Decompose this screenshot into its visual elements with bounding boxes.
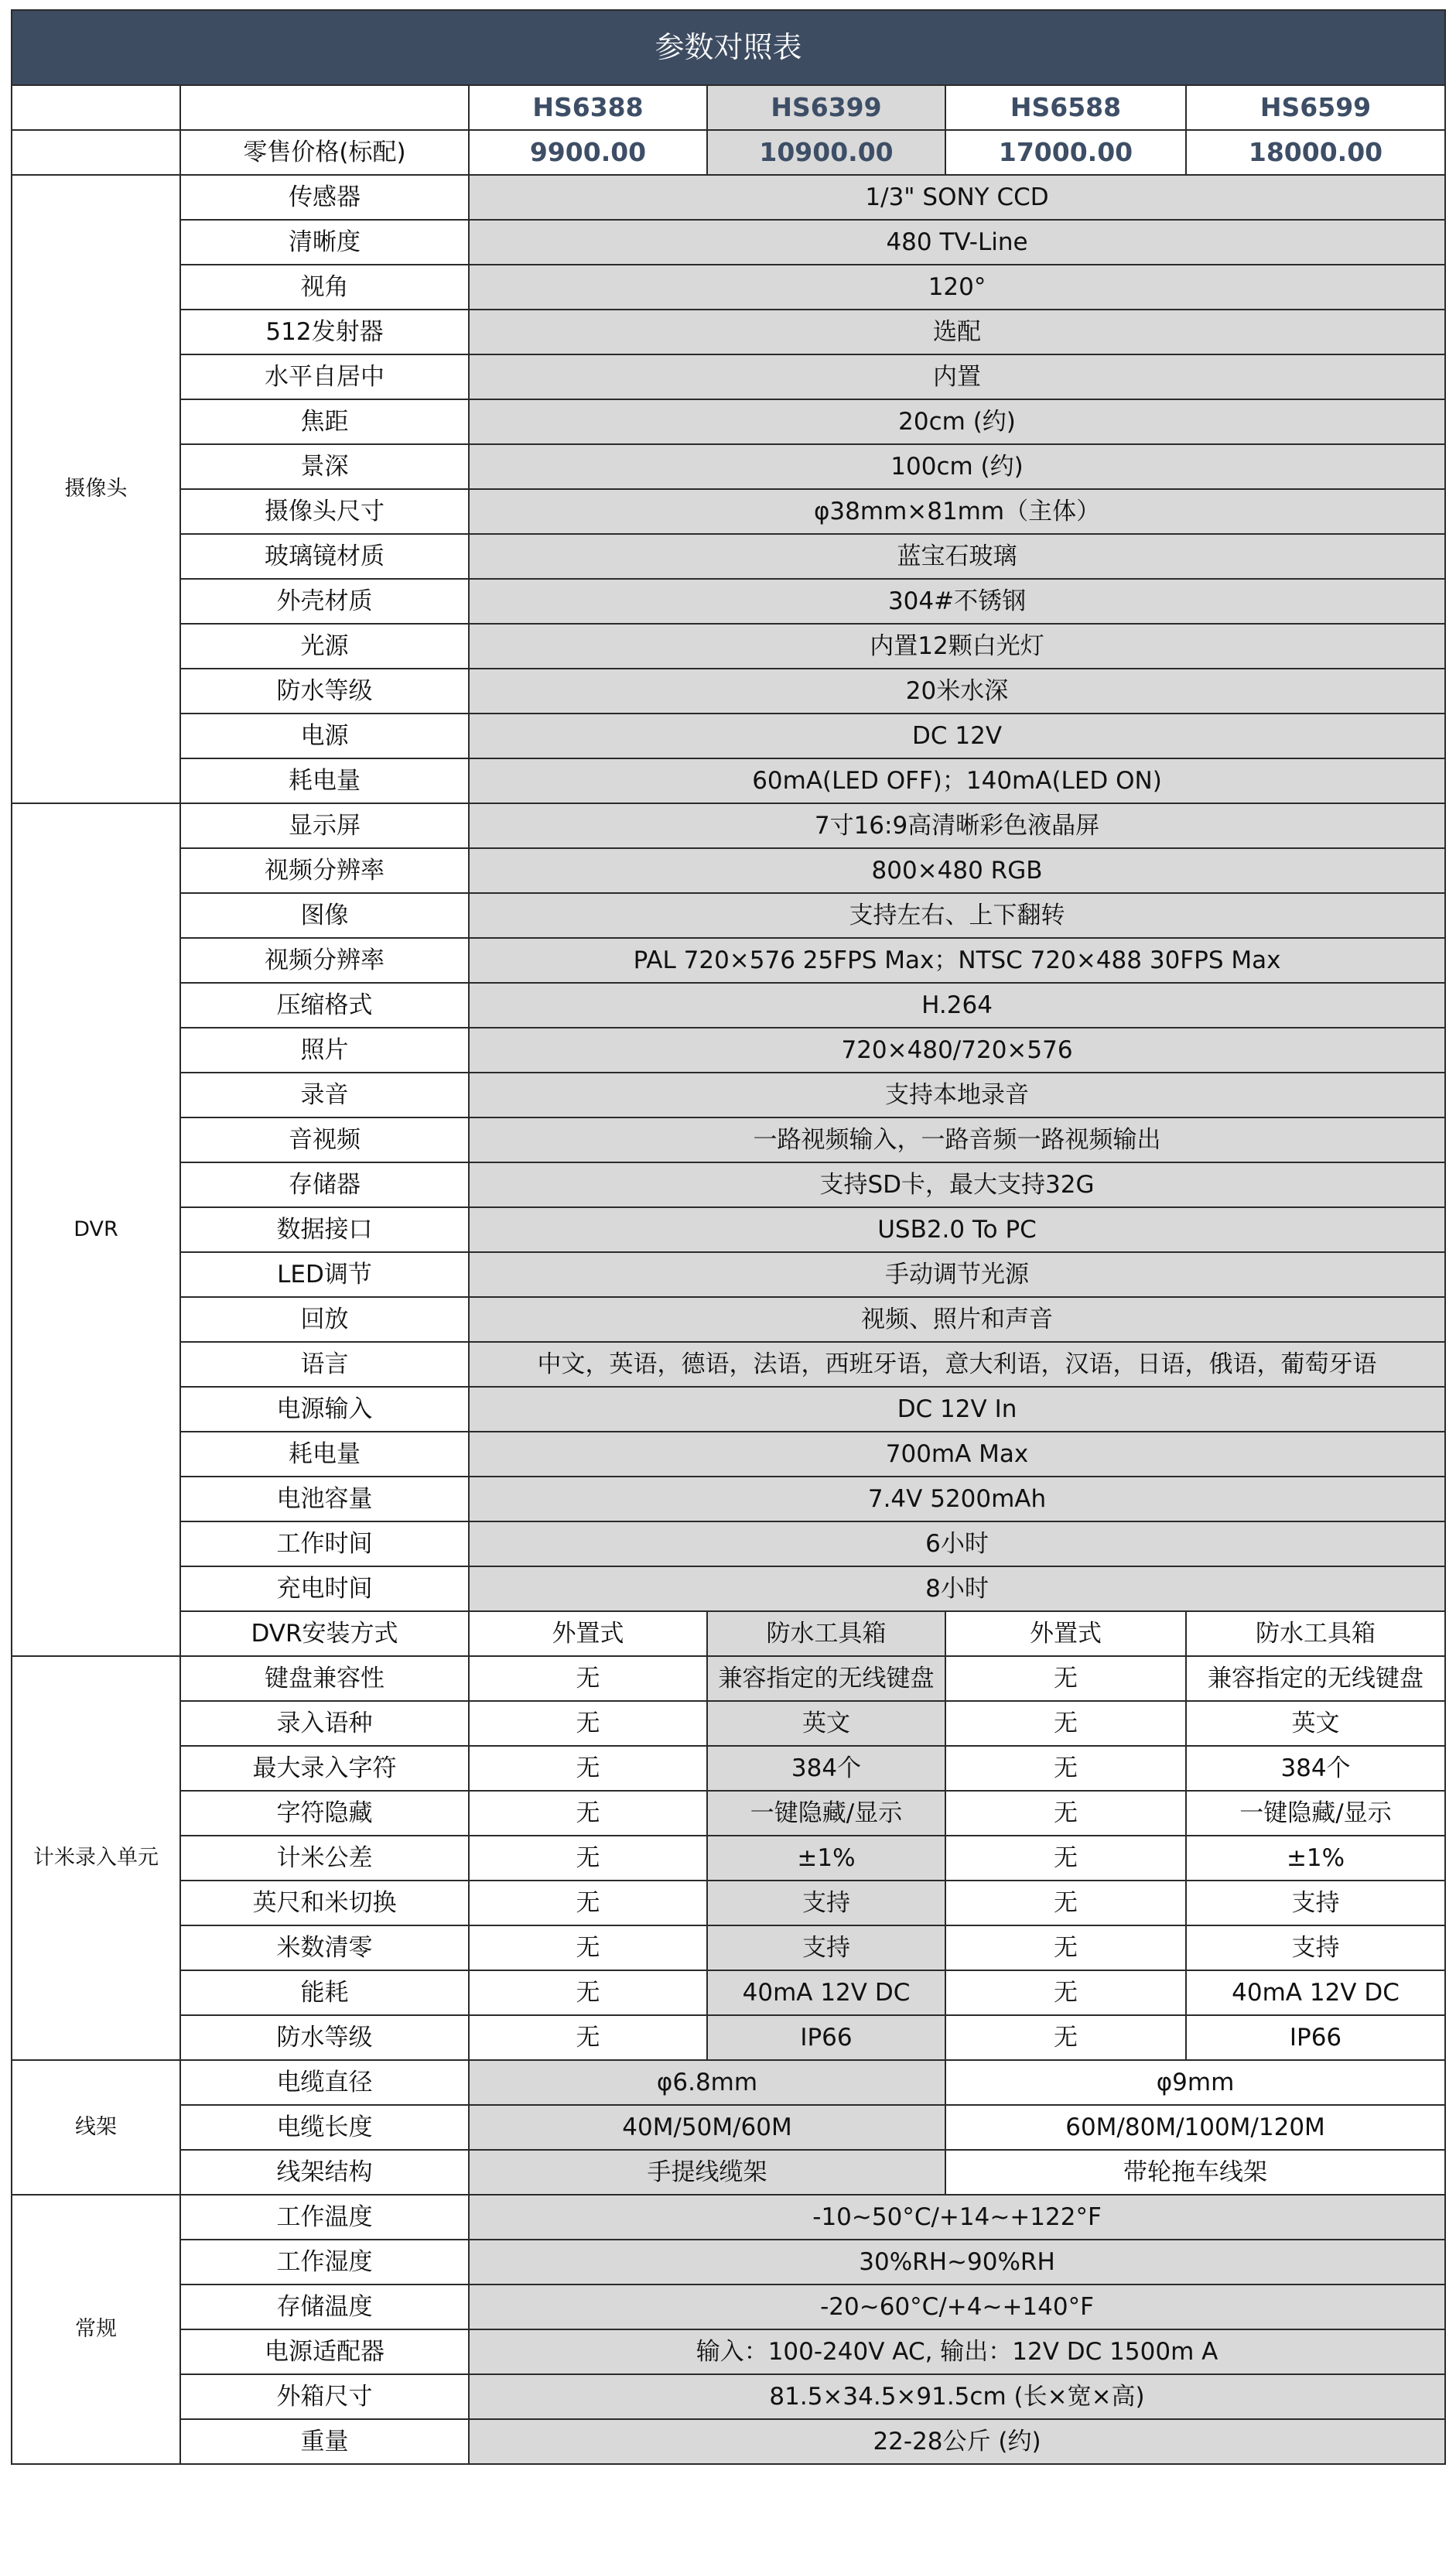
spec-value: USB2.0 To PC (469, 1207, 1445, 1252)
spec-value: IP66 (1186, 2015, 1445, 2060)
group-label: DVR (12, 803, 180, 1656)
row-label: 耗电量 (180, 1432, 469, 1477)
row-label: 外壳材质 (180, 579, 469, 624)
spec-value: 700mA Max (469, 1432, 1445, 1477)
spec-value: 支持左右、上下翻转 (469, 893, 1445, 938)
price-row (12, 130, 1445, 175)
spec-value: 60mA(LED OFF)；140mA(LED ON) (469, 758, 1445, 803)
spec-row (12, 1566, 1445, 1611)
group-label: 线架 (12, 2060, 180, 2195)
spec-value: 无 (945, 1970, 1186, 2015)
spec-row (12, 624, 1445, 669)
row-label: 电缆直径 (180, 2060, 469, 2105)
spec-value: 手动调节光源 (469, 1252, 1445, 1297)
spec-row (12, 1432, 1445, 1477)
spec-row (12, 2329, 1445, 2374)
row-label: 电源 (180, 714, 469, 758)
spec-value: 英文 (1186, 1701, 1445, 1746)
spec-value: 一路视频输入，一路音频一路视频输出 (469, 1117, 1445, 1162)
spec-row (12, 938, 1445, 983)
spec-value: 304#不锈钢 (469, 579, 1445, 624)
row-label: 存储器 (180, 1162, 469, 1207)
spec-row (12, 1073, 1445, 1117)
spec-value: 输入：100-240V AC, 输出：12V DC 1500m A (469, 2329, 1445, 2374)
spec-value: 81.5×34.5×91.5cm (长×宽×高) (469, 2374, 1445, 2419)
row-label: 工作时间 (180, 1521, 469, 1566)
row-label: 米数清零 (180, 1925, 469, 1970)
spec-value: 480 TV-Line (469, 220, 1445, 265)
price-value: 10900.00 (707, 130, 945, 175)
row-label: 水平自居中 (180, 354, 469, 399)
spec-value: 中文，英语，德语，法语，西班牙语，意大利语，汉语，日语，俄语，葡萄牙语 (469, 1342, 1445, 1387)
spec-value: ±1% (1186, 1836, 1445, 1881)
spec-row (12, 2240, 1445, 2284)
group-label: 摄像头 (12, 175, 180, 803)
spec-value: 防水工具箱 (1186, 1611, 1445, 1656)
model-header: HS6588 (945, 85, 1186, 130)
spec-value: 一键隐藏/显示 (707, 1791, 945, 1836)
spec-value: 无 (469, 1970, 707, 2015)
row-label: 光源 (180, 624, 469, 669)
row-label: 存储温度 (180, 2284, 469, 2329)
spec-value: 无 (945, 1791, 1186, 1836)
row-label: 字符隐藏 (180, 1791, 469, 1836)
model-header: HS6388 (469, 85, 707, 130)
spec-value: 无 (945, 1836, 1186, 1881)
row-label: 最大录入字符 (180, 1746, 469, 1791)
spec-row (12, 444, 1445, 489)
price-value: 17000.00 (945, 130, 1186, 175)
row-label: 防水等级 (180, 669, 469, 714)
price-value: 18000.00 (1186, 130, 1445, 175)
row-label: 语言 (180, 1342, 469, 1387)
spec-value: 30%RH~90%RH (469, 2240, 1445, 2284)
spec-row (12, 2105, 1445, 2150)
spec-row (12, 1117, 1445, 1162)
spec-row (12, 399, 1445, 444)
spec-row (12, 1477, 1445, 1521)
spec-row (12, 1387, 1445, 1432)
spec-value: 40mA 12V DC (1186, 1970, 1445, 2015)
spec-value: 无 (945, 2015, 1186, 2060)
row-label: 录入语种 (180, 1701, 469, 1746)
row-label: 耗电量 (180, 758, 469, 803)
spec-value: 100cm (约) (469, 444, 1445, 489)
model-header: HS6599 (1186, 85, 1445, 130)
row-label: 回放 (180, 1297, 469, 1342)
model-header: HS6399 (707, 85, 945, 130)
spec-value: 无 (469, 2015, 707, 2060)
spec-value: 40M/50M/60M (469, 2105, 945, 2150)
spec-row (12, 1028, 1445, 1073)
spec-row (12, 2374, 1445, 2419)
spec-value: 无 (469, 1791, 707, 1836)
spec-row (12, 310, 1445, 354)
spec-row (12, 489, 1445, 534)
spec-value: -10~50°C/+14~+122°F (469, 2195, 1445, 2240)
spec-value: 无 (945, 1656, 1186, 1701)
spec-row (12, 1970, 1445, 2015)
empty-cell (12, 130, 180, 175)
row-label: 充电时间 (180, 1566, 469, 1611)
row-label: 外箱尺寸 (180, 2374, 469, 2419)
spec-value: 无 (469, 1881, 707, 1925)
spec-row (12, 1162, 1445, 1207)
spec-row (12, 1836, 1445, 1881)
row-label: 显示屏 (180, 803, 469, 848)
row-label: 视频分辨率 (180, 938, 469, 983)
spec-value: 支持 (1186, 1925, 1445, 1970)
spec-row (12, 714, 1445, 758)
spec-row (12, 1791, 1445, 1836)
spec-value: 7寸16:9高清晰彩色液晶屏 (469, 803, 1445, 848)
spec-value: 7.4V 5200mAh (469, 1477, 1445, 1521)
spec-value: 内置 (469, 354, 1445, 399)
spec-row (12, 1252, 1445, 1297)
spec-value: 6小时 (469, 1521, 1445, 1566)
row-label: 摄像头尺寸 (180, 489, 469, 534)
spec-value: 选配 (469, 310, 1445, 354)
spec-value: 120° (469, 265, 1445, 310)
spec-value: 无 (945, 1746, 1186, 1791)
spec-value: ±1% (707, 1836, 945, 1881)
row-label: 工作湿度 (180, 2240, 469, 2284)
spec-row (12, 669, 1445, 714)
group-label: 常规 (12, 2195, 180, 2464)
spec-value: 支持SD卡，最大支持32G (469, 1162, 1445, 1207)
title-row (12, 10, 1445, 85)
spec-row (12, 893, 1445, 938)
row-label: 音视频 (180, 1117, 469, 1162)
spec-value: 无 (945, 1701, 1186, 1746)
row-label: 计米公差 (180, 1836, 469, 1881)
spec-value: 60M/80M/100M/120M (945, 2105, 1445, 2150)
row-label: 照片 (180, 1028, 469, 1073)
row-label: 工作温度 (180, 2195, 469, 2240)
spec-value: DC 12V In (469, 1387, 1445, 1432)
row-label: 景深 (180, 444, 469, 489)
spec-value: 22-28公斤 (约) (469, 2419, 1445, 2464)
spec-row (12, 1297, 1445, 1342)
row-label: 压缩格式 (180, 983, 469, 1028)
spec-row (12, 2015, 1445, 2060)
row-label: 玻璃镜材质 (180, 534, 469, 579)
spec-row (12, 803, 1445, 848)
spec-value: φ9mm (945, 2060, 1445, 2105)
spec-value: 视频、照片和声音 (469, 1297, 1445, 1342)
spec-row (12, 1521, 1445, 1566)
spec-value: 720×480/720×576 (469, 1028, 1445, 1073)
spec-row (12, 1881, 1445, 1925)
row-label: 焦距 (180, 399, 469, 444)
spec-row (12, 534, 1445, 579)
spec-row (12, 1611, 1445, 1656)
spec-value: 40mA 12V DC (707, 1970, 945, 2015)
row-label: 键盘兼容性 (180, 1656, 469, 1701)
spec-value: 1/3" SONY CCD (469, 175, 1445, 220)
spec-row (12, 2060, 1445, 2105)
spec-row (12, 1342, 1445, 1387)
row-label: 512发射器 (180, 310, 469, 354)
spec-table (11, 9, 1446, 2465)
row-label: DVR安装方式 (180, 1611, 469, 1656)
group-label: 计米录入单元 (12, 1656, 180, 2060)
spec-row (12, 1207, 1445, 1252)
spec-value: 外置式 (469, 1611, 707, 1656)
empty-cell (12, 85, 180, 130)
spec-value: 无 (945, 1881, 1186, 1925)
row-label: 电缆长度 (180, 2105, 469, 2150)
row-label: 视频分辨率 (180, 848, 469, 893)
spec-value: 无 (469, 1836, 707, 1881)
row-label: 电池容量 (180, 1477, 469, 1521)
spec-row (12, 175, 1445, 220)
row-label: 能耗 (180, 1970, 469, 2015)
spec-value: 支持本地录音 (469, 1073, 1445, 1117)
row-label: 防水等级 (180, 2015, 469, 2060)
spec-value: 800×480 RGB (469, 848, 1445, 893)
spec-value: 带轮拖车线架 (945, 2150, 1445, 2195)
page-title: 参数对照表 (12, 10, 1445, 85)
price-value: 9900.00 (469, 130, 707, 175)
spec-value: 支持 (707, 1925, 945, 1970)
spec-value: 无 (469, 1656, 707, 1701)
spec-value: 无 (469, 1925, 707, 1970)
spec-row (12, 2195, 1445, 2240)
spec-value: -20~60°C/+4~+140°F (469, 2284, 1445, 2329)
spec-row (12, 1701, 1445, 1746)
spec-value: H.264 (469, 983, 1445, 1028)
spec-value: IP66 (707, 2015, 945, 2060)
model-row (12, 85, 1445, 130)
row-label: 英尺和米切换 (180, 1881, 469, 1925)
spec-value: 一键隐藏/显示 (1186, 1791, 1445, 1836)
spec-value: 384个 (707, 1746, 945, 1791)
spec-row (12, 220, 1445, 265)
spec-value: DC 12V (469, 714, 1445, 758)
spec-value: φ6.8mm (469, 2060, 945, 2105)
spec-row (12, 983, 1445, 1028)
spec-row (12, 1746, 1445, 1791)
spec-value: 无 (945, 1925, 1186, 1970)
spec-value: 内置12颗白光灯 (469, 624, 1445, 669)
spec-row (12, 1656, 1445, 1701)
spec-value: 20cm (约) (469, 399, 1445, 444)
spec-row (12, 758, 1445, 803)
spec-row (12, 1925, 1445, 1970)
empty-cell (180, 85, 469, 130)
spec-value: 支持 (1186, 1881, 1445, 1925)
row-label: 电源输入 (180, 1387, 469, 1432)
spec-row (12, 848, 1445, 893)
spec-value: 兼容指定的无线键盘 (1186, 1656, 1445, 1701)
spec-row (12, 2150, 1445, 2195)
row-label: 图像 (180, 893, 469, 938)
spec-row (12, 2419, 1445, 2464)
spec-value: 8小时 (469, 1566, 1445, 1611)
spec-row (12, 265, 1445, 310)
row-label: 电源适配器 (180, 2329, 469, 2374)
row-label: 传感器 (180, 175, 469, 220)
row-label: 零售价格(标配) (180, 130, 469, 175)
spec-row (12, 354, 1445, 399)
spec-value: 兼容指定的无线键盘 (707, 1656, 945, 1701)
spec-value: 蓝宝石玻璃 (469, 534, 1445, 579)
spec-row (12, 2284, 1445, 2329)
spec-comparison-sheet (11, 9, 1444, 2465)
spec-value: 无 (469, 1701, 707, 1746)
spec-value: 外置式 (945, 1611, 1186, 1656)
spec-value: φ38mm×81mm（主体） (469, 489, 1445, 534)
spec-value: 384个 (1186, 1746, 1445, 1791)
spec-value: 英文 (707, 1701, 945, 1746)
spec-value: 手提线缆架 (469, 2150, 945, 2195)
row-label: 清晰度 (180, 220, 469, 265)
row-label: LED调节 (180, 1252, 469, 1297)
spec-value: PAL 720×576 25FPS Max；NTSC 720×488 30FPS Max (469, 938, 1445, 983)
spec-row (12, 579, 1445, 624)
spec-value: 防水工具箱 (707, 1611, 945, 1656)
row-label: 重量 (180, 2419, 469, 2464)
spec-value: 20米水深 (469, 669, 1445, 714)
row-label: 线架结构 (180, 2150, 469, 2195)
spec-value: 无 (469, 1746, 707, 1791)
row-label: 数据接口 (180, 1207, 469, 1252)
row-label: 视角 (180, 265, 469, 310)
spec-value: 支持 (707, 1881, 945, 1925)
row-label: 录音 (180, 1073, 469, 1117)
